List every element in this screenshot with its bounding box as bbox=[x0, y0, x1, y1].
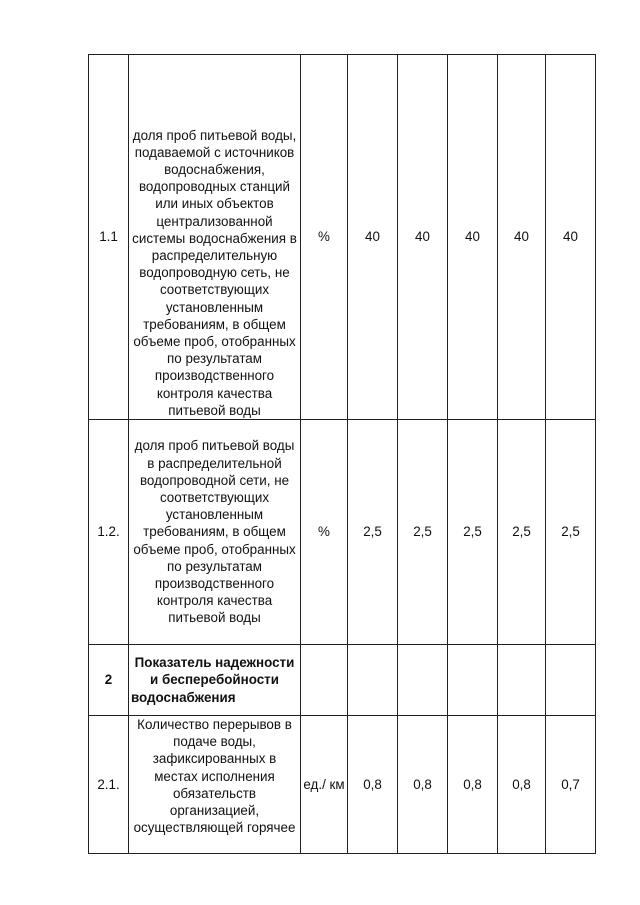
indicator-description: доля проб питьевой воды в распределительной водопроводной сети, не соответствующих установленным требованиям, в общем объеме проб, отобранных по результатам производственного контроля качества питьевой воды bbox=[129, 420, 301, 645]
value-cell: 40 bbox=[546, 55, 596, 420]
value-cell bbox=[498, 645, 546, 716]
value-cell: 0,8 bbox=[448, 716, 498, 854]
value-cell: 0,8 bbox=[398, 716, 448, 854]
value-cell: 2,5 bbox=[348, 420, 398, 645]
table-row bbox=[89, 716, 596, 854]
value-cell bbox=[546, 645, 596, 716]
value-cell: 0,8 bbox=[498, 716, 546, 854]
value-cell: 2,5 bbox=[498, 420, 546, 645]
table-row bbox=[89, 420, 596, 645]
table-row-section bbox=[89, 645, 596, 716]
row-number: 1.1 bbox=[89, 55, 129, 420]
unit-cell: ед./ км bbox=[301, 716, 348, 854]
value-cell bbox=[398, 645, 448, 716]
value-cell: 2,5 bbox=[448, 420, 498, 645]
value-cell: 0,8 bbox=[348, 716, 398, 854]
value-cell: 40 bbox=[448, 55, 498, 420]
value-cell: 40 bbox=[498, 55, 546, 420]
value-cell: 0,7 bbox=[546, 716, 596, 854]
indicator-table bbox=[88, 54, 596, 854]
section-number: 2 bbox=[89, 645, 129, 716]
row-number: 1.2. bbox=[89, 420, 129, 645]
unit-cell bbox=[301, 645, 348, 716]
value-cell: 40 bbox=[348, 55, 398, 420]
unit-cell: % bbox=[301, 420, 348, 645]
value-cell bbox=[348, 645, 398, 716]
row-number: 2.1. bbox=[89, 716, 129, 854]
indicator-description: доля проб питьевой воды, подаваемой с источников водоснабжения, водопроводных станций или иных объектов централизованной системы водоснабжения в распределительную водопроводную сеть, не соответствующих установленным требованиям, в общем объеме проб, отобранных по результатам производственного контроля качества питьевой воды bbox=[129, 55, 301, 420]
table-row bbox=[89, 55, 596, 420]
unit-cell: % bbox=[301, 55, 348, 420]
section-title: Показатель надежности и бесперебойности водоснабжения bbox=[129, 645, 301, 716]
value-cell: 2,5 bbox=[546, 420, 596, 645]
value-cell: 2,5 bbox=[398, 420, 448, 645]
value-cell: 40 bbox=[398, 55, 448, 420]
value-cell bbox=[448, 645, 498, 716]
indicator-description: Количество перерывов в подаче воды, зафиксированных в местах исполнения обязательств организацией, осуществляющей горячее bbox=[129, 716, 301, 854]
